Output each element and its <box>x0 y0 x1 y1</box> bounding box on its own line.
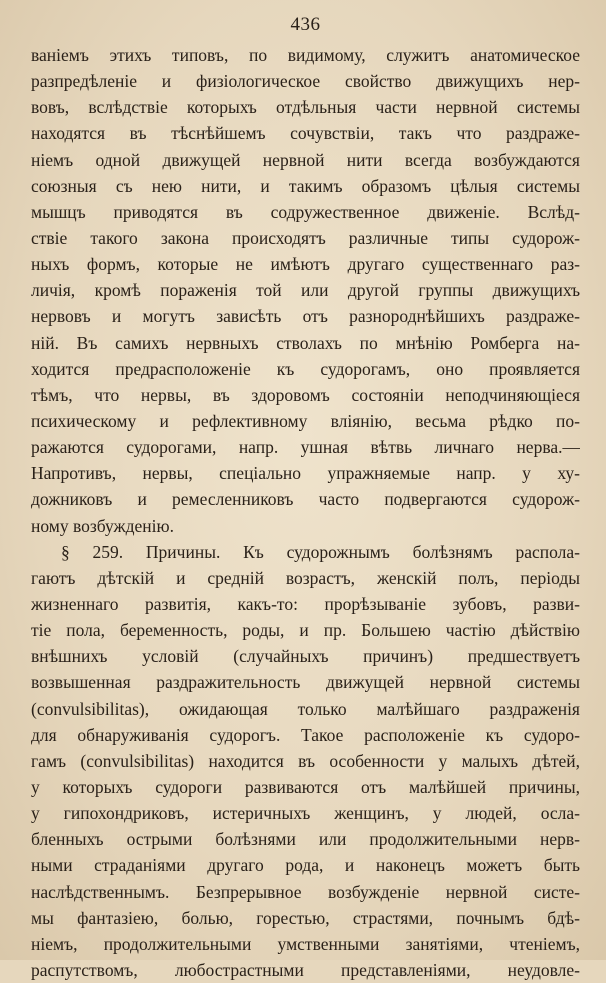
text-line-31: бленныхъ острыми болѣзнями или продолжительными нерв- <box>31 829 580 850</box>
text-line-27: для обнаруживанія судорогъ. Такое расположеніе къ судоро- <box>31 724 580 745</box>
text-line-10: личія, кромѣ пораженія той или другой группы движущихъ <box>31 280 580 301</box>
text-line-14: тѣмъ, что нервы, въ здоровомъ состояніи неподчиняющіеся <box>31 384 580 405</box>
text-line-2: разпредѣленіе и физіологическое свойство движущихъ нер- <box>31 71 580 92</box>
text-line-24: внѣшнихъ условій (случайныхъ причинъ) предшествуетъ <box>31 646 580 667</box>
text-line-17: Напротивъ, нервы, спеціально упражняемые напр. у ху- <box>31 463 580 484</box>
text-line-16: ражаются судорогами, напр. ушная вѣтвь личнаго нерва.— <box>31 437 580 458</box>
text-line-4: находятся въ тѣснѣйшемъ сочувствіи, такъ что раздраже- <box>31 123 580 144</box>
text-line-15: психическому и рефлективному вліянію, весьма рѣдко по- <box>31 410 580 431</box>
text-line-33: наслѣдственнымъ. Безпрерывное возбужденіе нервной систе- <box>31 881 580 902</box>
text-line-35: ніемъ, продолжительными умственными занятіями, чтеніемъ, <box>31 933 580 954</box>
page-number: 436 <box>290 14 321 35</box>
text-line-13: ходится предрасположеніе къ судорогамъ, оно проявляется <box>31 358 580 379</box>
text-line-6: союзныя съ нею нити, и такимъ образомъ цѣлыя системы <box>31 175 580 196</box>
text-line-1: ваніемъ этихъ типовъ, по видимому, служитъ анатомическое <box>31 45 580 65</box>
text-line-26: (convulsibilitas), ожидающая только малѣйшаго раздраженія <box>31 698 580 719</box>
text-line-11: нервовъ и могутъ зависѣть отъ разнороднѣйшихъ раздраже- <box>31 306 580 327</box>
text-line-28: гамъ (convulsibilitas) находится въ особенности у малыхъ дѣтей, <box>31 750 580 771</box>
text-line-36: распутствомъ, любострастными представленіями, неудовле- <box>31 959 580 980</box>
text-line-5: ніемъ одной движущей нервной нити всегда возбуждаются <box>31 149 580 170</box>
text-line-25: возвышенная раздражительность движущей нервной системы <box>31 672 580 693</box>
text-line-22: жизненнаго развитія, какъ-то: прорѣзываніе зубовъ, разви- <box>31 593 580 614</box>
body-text <box>31 42 580 983</box>
text-line-18: дожниковъ и ремесленниковъ часто подвергаются судорож- <box>31 489 580 510</box>
text-line-23: тіе пола, беременность, роды, и пр. Большею частію дѣйствію <box>31 620 580 641</box>
text-line-29: у которыхъ судороги развиваются отъ малѣйшей причины, <box>31 776 580 797</box>
text-line-20: § 259. Причины. Къ судорожнымъ болѣзнямъ распола- <box>61 541 580 562</box>
text-line-9: ныхъ формъ, которые не имѣютъ другаго существеннаго раз- <box>31 254 580 275</box>
text-line-21: гаютъ дѣтскій и средній возрастъ, женскій полъ, періоды <box>31 567 580 588</box>
text-line-12: ній. Въ самихъ нервныхъ стволахъ по мнѣнію Ромберга на- <box>31 332 580 353</box>
text-line-3: вовъ, вслѣдствіе которыхъ отдѣльныя части нервной системы <box>31 97 580 118</box>
text-line-19: ному возбужденію. <box>31 515 174 536</box>
text-line-34: мы фантазіею, болью, горестью, страстями, почнымъ бдѣ- <box>31 907 580 928</box>
text-line-7: мышцъ приводятся въ содружественное движеніе. Вслѣд- <box>31 201 580 222</box>
text-line-30: у гипохондриковъ, истеричныхъ женщинъ, у людей, осла- <box>31 803 580 824</box>
text-line-8: ствіе такого закона происходятъ различные типы судорож- <box>31 227 580 248</box>
text-line-32: ными страданіями другаго рода, и наконецъ можетъ быть <box>31 855 580 876</box>
